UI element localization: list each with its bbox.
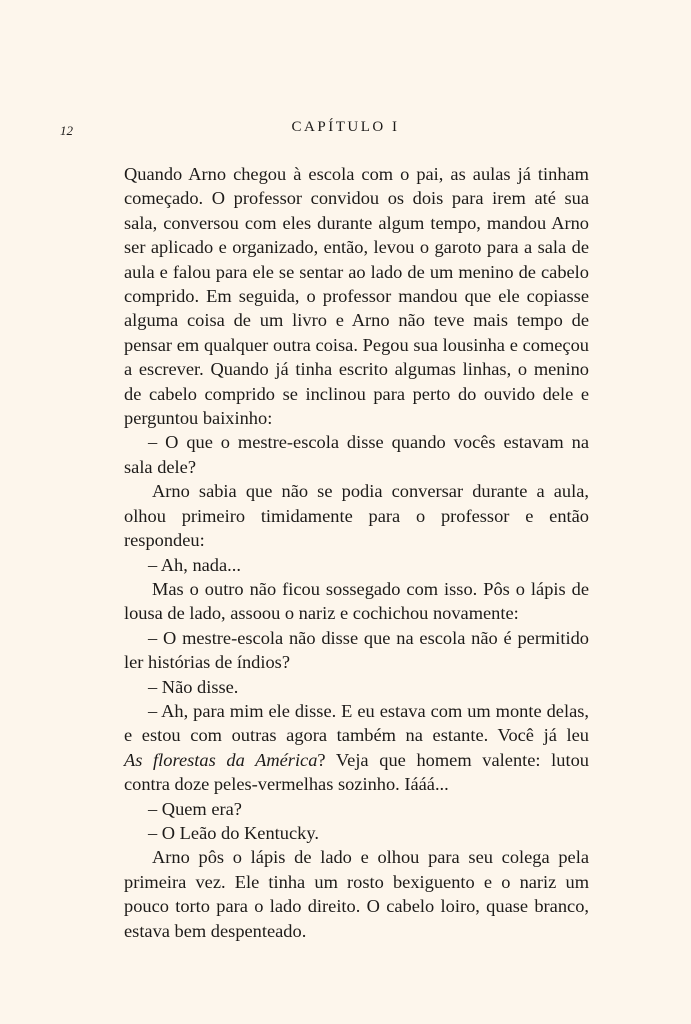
- paragraph-11: Arno pôs o lápis de lado e olhou para seu colega pela primeira vez. Ele tinha um rosto bexiguento e o nariz um pouco torto para o lado direito. O cabelo loiro, quase branco, estava bem despenteado.: [124, 847, 589, 941]
- chapter-title: CAPÍTULO I: [291, 119, 400, 135]
- book-title: As florestas da América: [124, 749, 318, 770]
- paragraph-10: – O Leão do Kentucky.: [148, 822, 319, 843]
- paragraph-1: Quando Arno chegou à escola com o pai, as aulas já tinham começado. O professor convidou os dois para irem até sua sala, conversou com eles durante algum tempo, mandou Arno ser aplicado e organizado, então, levou o garoto para a sala de aula e falou para ele se sentar ao lado de um menino de cabelo comprido. Em seguida, o professor mandou que ele copiasse alguma coisa de um livro e Arno não teve mais tempo de pensar em qualquer outra coisa. Pegou sua lousinha e começou a escrever. Quando já tinha escrito algumas linhas, o menino de cabelo comprido se inclinou para perto do ouvido dele e perguntou baixinho:: [124, 164, 589, 429]
- paragraph-4: – Ah, nada...: [148, 554, 241, 575]
- page-number: 12: [60, 123, 73, 138]
- running-header: [0, 119, 691, 141]
- paragraph-2: – O que o mestre-escola disse quando vocês estavam na sala dele?: [124, 432, 589, 477]
- paragraph-8-after: ? Veja que homem valente: lutou contra doze peles-vermelhas sozinho. Iááá...: [124, 749, 589, 795]
- paragraph-6: – O mestre-escola não disse que na escola não é permitido ler histórias de índios?: [124, 627, 589, 673]
- paragraph-5: Mas o outro não ficou sossegado com isso. Pôs o lápis de lousa de lado, assoou o nariz e cochichou novamente:: [124, 578, 589, 624]
- paragraph-3: Arno sabia que não se podia conversar durante a aula, olhou primeiro timidamente para o professor e então respondeu:: [124, 481, 589, 551]
- body-text: [124, 162, 589, 943]
- paragraph-8: [124, 699, 589, 797]
- paragraph-7: – Não disse.: [148, 676, 239, 697]
- paragraph-8-before: – Ah, para mim ele disse. E eu estava com um monte delas, e estou com outras agora também na estante. Você já leu: [124, 700, 589, 746]
- paragraph-9: – Quem era?: [148, 798, 242, 819]
